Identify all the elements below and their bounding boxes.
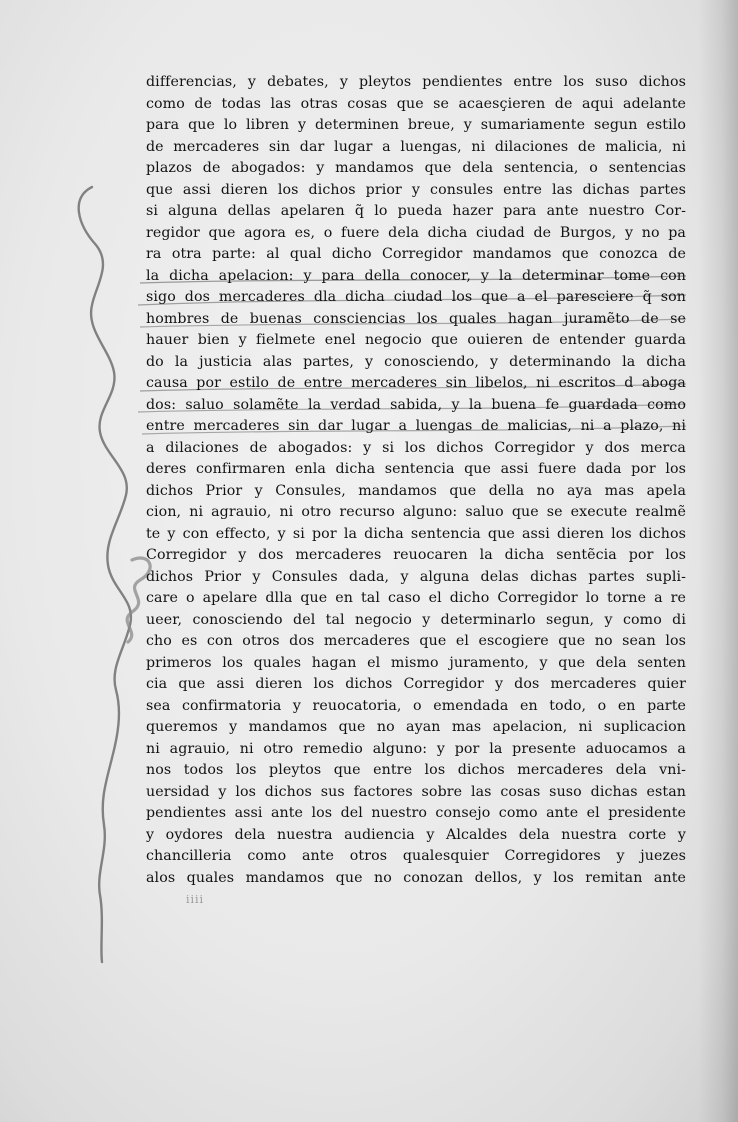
text-line: cho es con otros dos mercaderes que el escogiere que no sean los — [146, 633, 686, 649]
text-line: hauer bien y fielmete enel negocio que ouieren de entender guarda — [146, 332, 686, 348]
text-line: sea confirmatoria y reuocatoria, o emendada en todo, o en parte — [146, 697, 686, 714]
text-line: entre mercaderes sin dar lugar a luengas de malicias, ni a plazo, ni — [146, 418, 686, 434]
text-line: ra otra parte: al qual dicho Corregidor mandamos que conozca de — [146, 246, 686, 262]
text-line: pendientes assi ante los del nuestro consejo como ante el presidente — [146, 805, 686, 821]
text-line: dos: saluo solamẽte la verdad sabida, y la buena fe guardada como — [146, 396, 686, 413]
text-line: y oydores dela nuestra audiencia y Alcaldes dela nuestra corte y — [146, 826, 686, 843]
text-line: de mercaderes sin dar lugar a luengas, ni dilaciones de malicia, ni — [146, 138, 686, 155]
page-edge-shadow — [698, 0, 738, 1122]
folio-mark: iiii — [186, 893, 205, 906]
text-line: te y con effecto, y si por la dicha sentencia que assi dieren los dichos — [146, 525, 686, 542]
text-line: cia que assi dieren los dichos Corregidor y dos mercaderes quier — [146, 676, 686, 692]
text-line: que assi dieren los dichos prior y consules entre las dichas partes — [146, 181, 686, 198]
text-line: causa por estilo de entre mercaderes sin libelos, ni escritos d aboga — [146, 375, 686, 391]
text-line: alos quales mandamos que no conozan dellos, y los remitan ante — [146, 869, 686, 886]
text-line: plazos de abogados: y mandamos que dela sentencia, o sentencias — [146, 160, 686, 176]
text-line: primeros los quales hagan el mismo juramento, y que dela senten — [146, 654, 686, 671]
text-line: dichos Prior y Consules dada, y alguna delas dichas partes supli- — [146, 568, 686, 585]
text-line: hombres de buenas consciencias los quales hagan juramẽto de se — [146, 310, 686, 327]
text-line: dichos Prior y Consules, mandamos que della no aya mas apela — [146, 482, 686, 499]
text-line: como de todas las otras cosas que se acaesçieren de aqui adelante — [146, 95, 686, 112]
text-line: sigo dos mercaderes dla dicha ciudad los que a el paresciere q̃ son — [146, 289, 686, 305]
text-line: para que lo libren y determinen breue, y sumariamente segun estilo — [146, 117, 686, 133]
text-line: a dilaciones de abogados: y si los dichos Corregidor y dos merca — [146, 439, 686, 456]
text-line: uersidad y los dichos sus factores sobre las cosas suso dichas estan — [146, 783, 686, 800]
text-line: care o apelare dlla que en tal caso el dicho Corregidor lo torne a re — [146, 590, 686, 606]
text-line: do la justicia alas partes, y conosciendo, y determinando la dicha — [146, 353, 686, 370]
text-line: deres confirmaren enla dicha sentencia que assi fuere dada por los — [146, 461, 686, 477]
text-line: Corregidor y dos mercaderes reuocaren la dicha sentẽcia por los — [146, 547, 686, 563]
text-line: regidor que agora es, o fuere dela dicha ciudad de Burgos, y no pa — [146, 224, 686, 241]
margin-wavy-line — [79, 187, 131, 962]
text-block — [146, 72, 686, 889]
text-line: differencias, y debates, y pleytos pendientes entre los suso dichos — [146, 74, 686, 90]
text-line: ni agrauio, ni otro remedio alguno: y por la presente aduocamos a — [146, 740, 686, 757]
text-line: queremos y mandamos que no ayan mas apelacion, ni suplicacion — [146, 719, 686, 735]
text-line: ueer, conosciendo del tal negocio y determinarlo segun, y como di — [146, 611, 686, 628]
text-line: si alguna dellas apelaren q̃ lo pueda hazer para ante nuestro Cor- — [146, 203, 686, 219]
text-line: la dicha apelacion: y para della conocer, y la determinar tome con — [146, 267, 686, 284]
text-line: nos todos los pleytos que entre los dichos mercaderes dela vni- — [146, 762, 686, 778]
text-line: chancilleria como ante otros qualesquier Corregidores y juezes — [146, 848, 686, 864]
text-line: cion, ni agrauio, ni otro recurso alguno: saluo que se execute realmẽ — [146, 504, 686, 520]
